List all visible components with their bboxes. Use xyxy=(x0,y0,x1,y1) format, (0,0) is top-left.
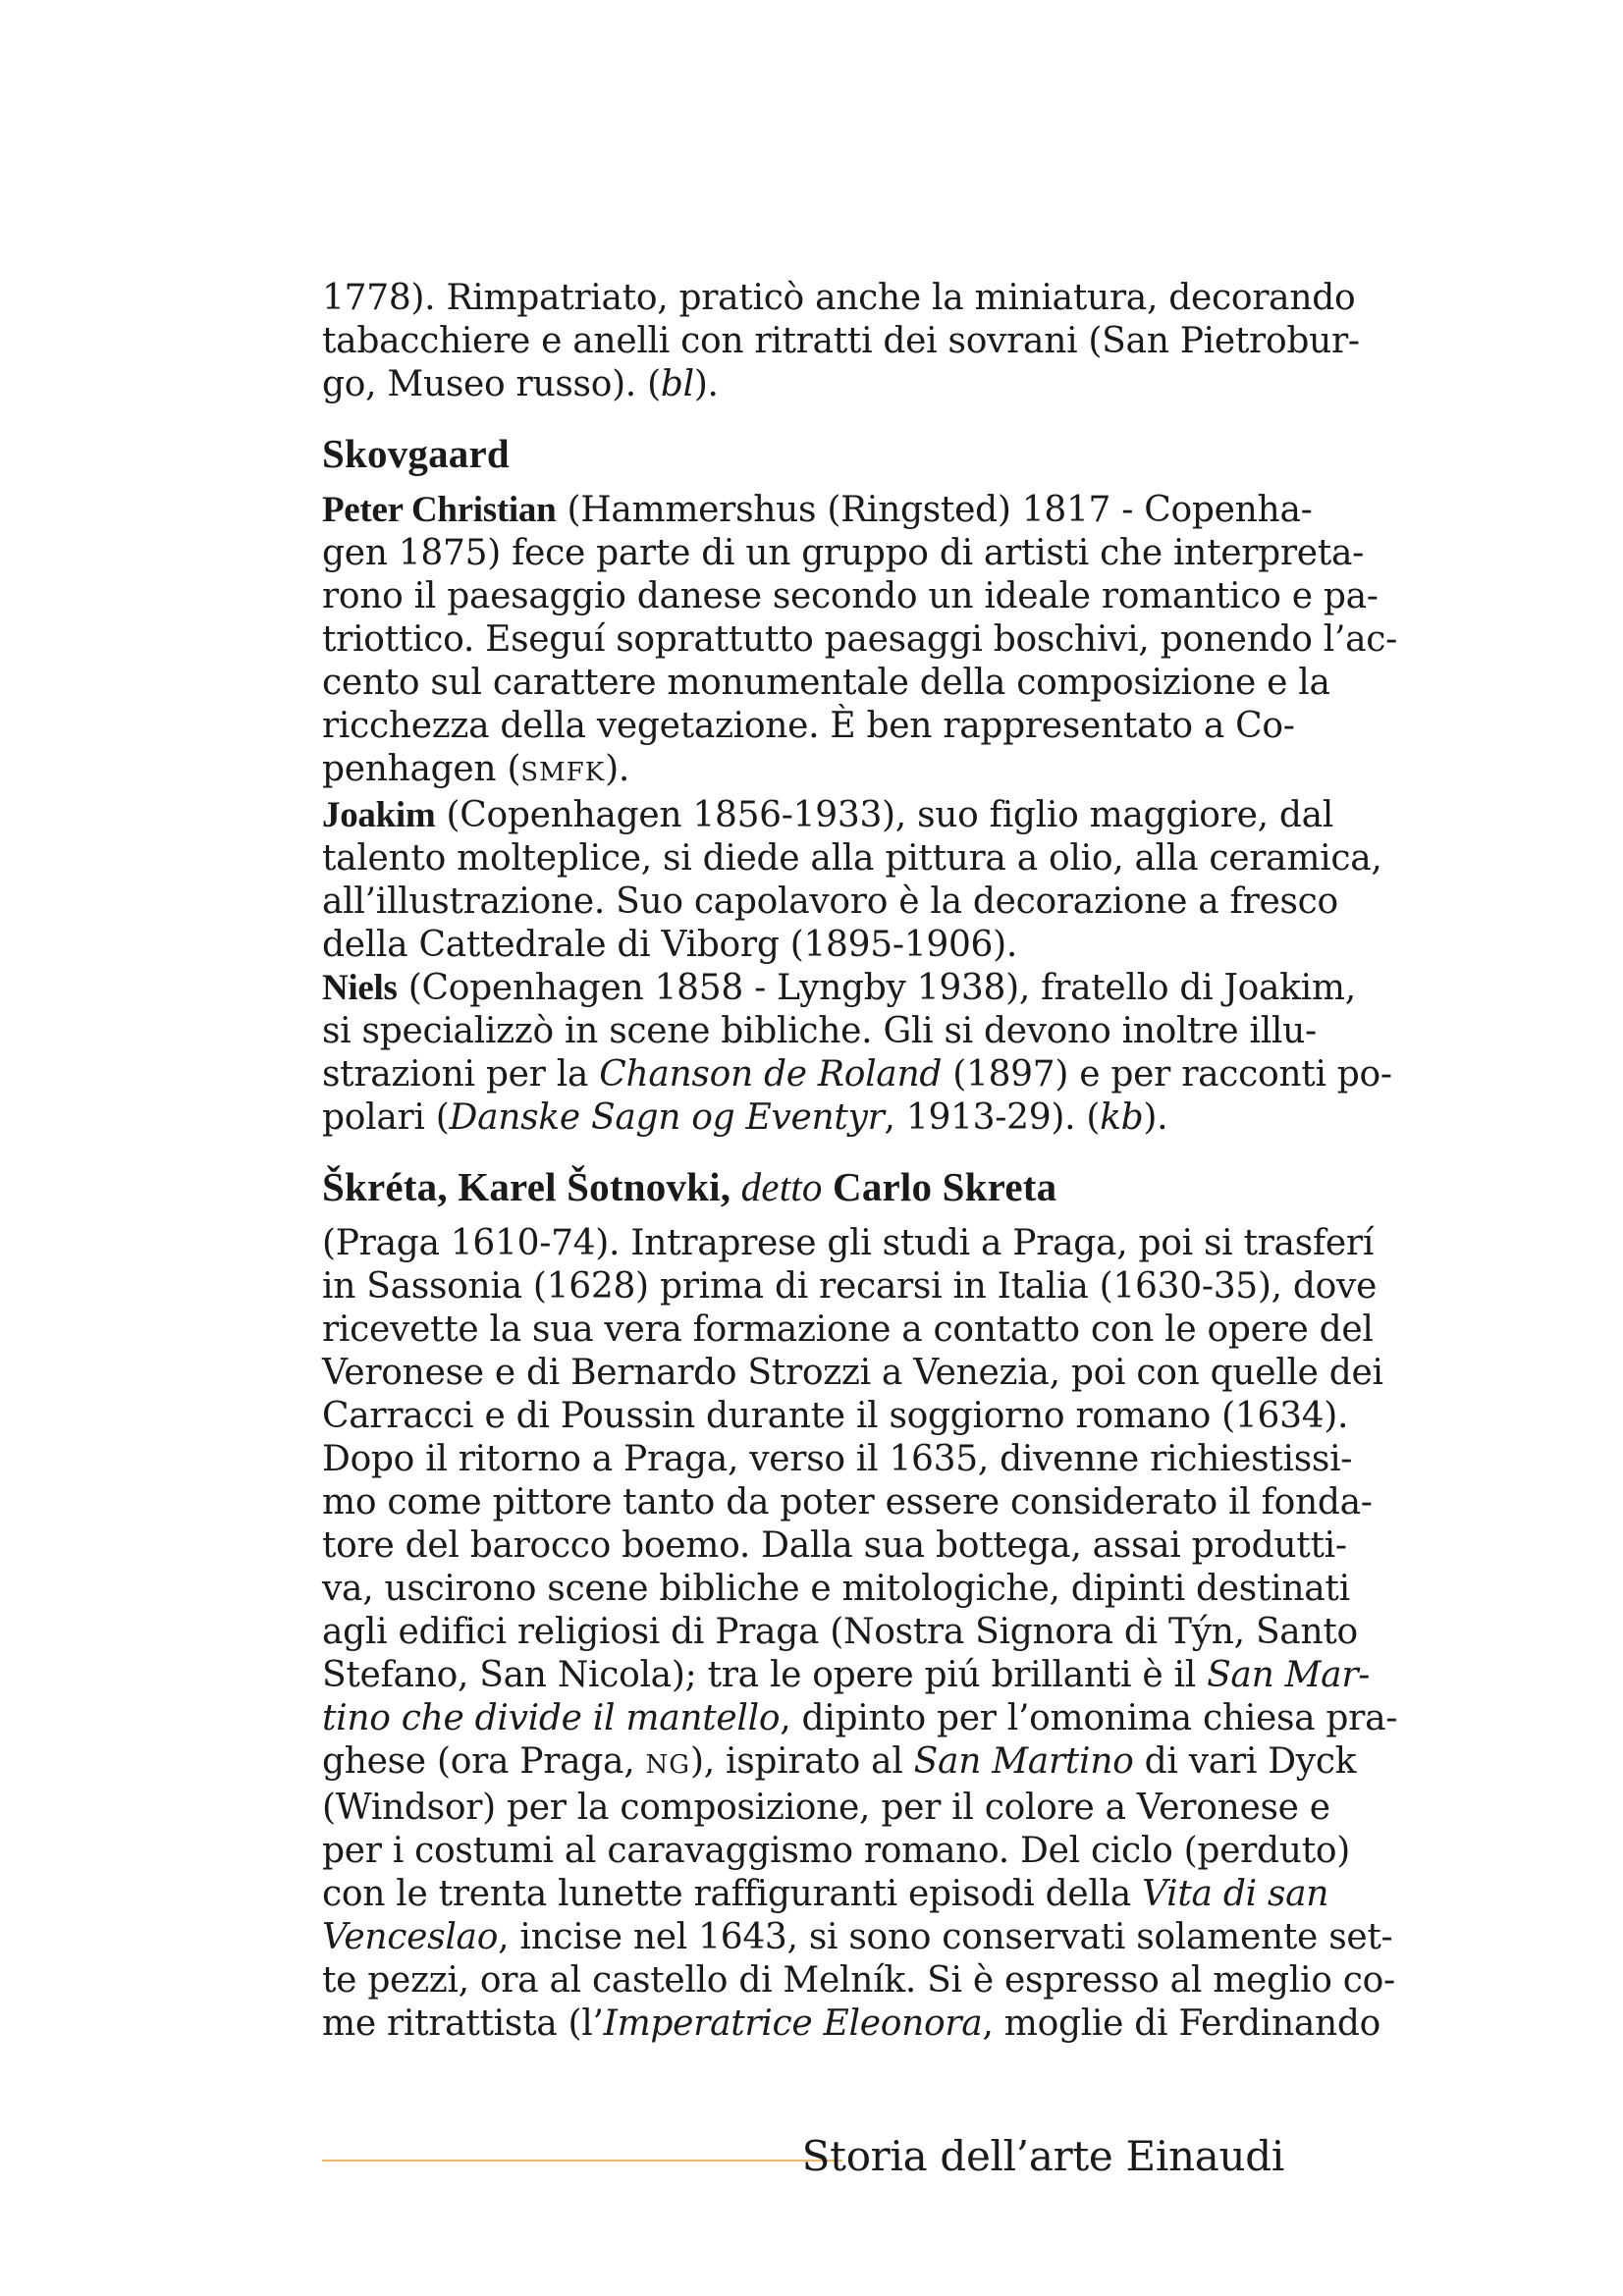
text-line: mo come pittore tanto da poter essere considerato il fonda- xyxy=(322,1482,1373,1522)
text-line: in Sassonia (1628) prima di recarsi in Italia (1630-35), dove xyxy=(322,1266,1378,1307)
text-line xyxy=(322,1654,1371,1697)
museum-abbrev: NG xyxy=(645,1750,691,1780)
text-line: all’illustrazione. Suo capolavoro è la decorazione a fresco xyxy=(322,881,1338,922)
text-part: Stefano, San Nicola); tra le opere piú brillanti è il xyxy=(322,1655,1208,1695)
text-part: strazioni per la xyxy=(322,1054,600,1095)
person-name: Niels xyxy=(322,968,398,1008)
text-line xyxy=(322,1053,1392,1096)
entry-skreta xyxy=(322,1163,1398,2046)
text-line: Dopo il ritorno a Praga, verso il 1635, divenne richiestissi- xyxy=(322,1439,1353,1479)
text-line xyxy=(322,2002,1381,2046)
work-title: Imperatrice Eleonora xyxy=(603,2003,983,2044)
text-line: tabacchiere e anelli con ritratti dei sovrani (San Pietrobur- xyxy=(322,321,1360,361)
museum-abbrev: SMFK xyxy=(520,758,606,787)
text-line: Veronese e di Bernardo Strozzi a Venezia, poi con quelle dei xyxy=(322,1353,1383,1393)
page-body xyxy=(322,277,1398,2046)
text-line xyxy=(322,1096,1284,1140)
entry-heading: Skovgaard xyxy=(322,431,510,476)
text-line: talento molteplice, si diede alla pittura a olio, alla ceramica, xyxy=(322,838,1382,879)
text-part: ghese (ora Praga, xyxy=(322,1741,646,1782)
author-initials: kb xyxy=(1100,1097,1144,1138)
page-footer xyxy=(322,2130,1284,2189)
text-line xyxy=(322,1697,1398,1740)
text-part: (1897) e per racconti po- xyxy=(942,1054,1392,1095)
text-rest: (Copenhagen 1856-1933), suo figlio maggiore, dal xyxy=(435,795,1333,835)
heading-italic: detto xyxy=(740,1164,823,1209)
text-line: va, uscirono scene bibliche e mitologiche, dipinti destinati xyxy=(322,1569,1350,1609)
entry-skovgaard xyxy=(322,430,1397,1140)
text-part: , 1913-29). ( xyxy=(884,1097,1101,1138)
text-line: te pezzi, ora al castello di Melník. Si è espresso al meglio co- xyxy=(322,1960,1395,2001)
footer-title: Storia dell’arte Einaudi xyxy=(801,2132,1284,2180)
text-line: agli edifici religiosi di Praga (Nostra Signora di Týn, Santo xyxy=(322,1612,1358,1652)
text-line: triottico. Eseguí soprattutto paesaggi boschivi, ponendo l’ac- xyxy=(322,619,1397,660)
text-line: rono il paesaggio danese secondo un ideale romantico e pa- xyxy=(322,576,1379,616)
text-line xyxy=(322,794,1333,837)
work-title: Danske Sagn og Eventyr xyxy=(449,1097,885,1138)
heading-part: Škréta, Karel Šotnovki, xyxy=(322,1164,741,1209)
text-line: tore del barocco boemo. Dalla sua bottega, assai produtti- xyxy=(322,1525,1347,1566)
text-line: gen 1875) fece parte di un gruppo di artisti che interpreta- xyxy=(322,533,1364,573)
heading-part: Carlo Skreta xyxy=(822,1164,1057,1209)
text-line: della Cattedrale di Viborg (1895-1906). xyxy=(322,925,1018,965)
text-part: , dipinto per l’omonima chiesa pra- xyxy=(780,1698,1398,1738)
text-line: Carracci e di Poussin durante il soggiorno romano (1634). xyxy=(322,1396,1349,1436)
author-initials: bl xyxy=(660,364,694,404)
work-title: Vita di san xyxy=(1142,1874,1329,1914)
footer-rule xyxy=(322,2160,842,2162)
text-line xyxy=(322,1916,1393,1959)
text-rest: (Copenhagen 1858 - Lyngby 1938), fratello di Joakim, xyxy=(397,968,1356,1008)
text-line xyxy=(322,967,1356,1010)
text-part: , incise nel 1643, si sono conservati solamente set- xyxy=(498,1917,1393,1957)
text-line xyxy=(322,363,1284,406)
text-line: si specializzò in scene bibliche. Gli si devono inoltre illu- xyxy=(322,1011,1317,1051)
entry-continuation xyxy=(322,277,1360,406)
work-title: Chanson de Roland xyxy=(599,1054,943,1095)
text-line: ricchezza della vegetazione. È ben rappresentato a Co- xyxy=(322,706,1295,746)
text-part: polari ( xyxy=(322,1097,450,1138)
text-part: ). xyxy=(605,749,630,789)
text-line xyxy=(322,489,1313,532)
text-line-end: ). xyxy=(693,364,719,404)
text-part: ). xyxy=(1143,1097,1168,1138)
text-line-main: go, Museo russo). ( xyxy=(322,364,661,404)
entry-heading xyxy=(322,1163,1284,1210)
text-line xyxy=(322,1873,1329,1916)
text-line: (Windsor) per la composizione, per il colore a Veronese e xyxy=(322,1788,1330,1828)
text-part: ), ispirato al xyxy=(690,1741,914,1782)
text-part: penhagen ( xyxy=(322,749,521,789)
text-part: , moglie di Ferdinando xyxy=(982,2003,1381,2044)
person-name: Peter Christian xyxy=(322,490,557,530)
text-line: ricevette la sua vera formazione a contatto con le opere del xyxy=(322,1309,1374,1350)
work-title: San Mar- xyxy=(1207,1655,1371,1695)
text-line xyxy=(322,1740,1357,1787)
text-part: me ritrattista (l’ xyxy=(322,2003,604,2044)
text-line: cento sul carattere monumentale della composizione e la xyxy=(322,663,1330,703)
work-title: tino che divide il mantello xyxy=(322,1698,781,1738)
text-line xyxy=(322,748,1284,794)
text-part: di vari Dyck xyxy=(1133,1741,1357,1782)
work-title: San Martino xyxy=(913,1741,1134,1782)
text-part: con le trenta lunette raffiguranti episodi della xyxy=(322,1874,1143,1914)
text-rest: (Hammershus (Ringsted) 1817 - Copenha- xyxy=(556,490,1313,530)
person-name: Joakim xyxy=(322,795,436,835)
text-line: 1778). Rimpatriato, praticò anche la miniatura, decorando xyxy=(322,278,1356,318)
text-line: per i costumi al caravaggismo romano. Del ciclo (perduto) xyxy=(322,1831,1350,1871)
work-title: Venceslao xyxy=(322,1917,499,1957)
text-line: (Praga 1610-74). Intraprese gli studi a Praga, poi si trasferí xyxy=(322,1223,1375,1263)
